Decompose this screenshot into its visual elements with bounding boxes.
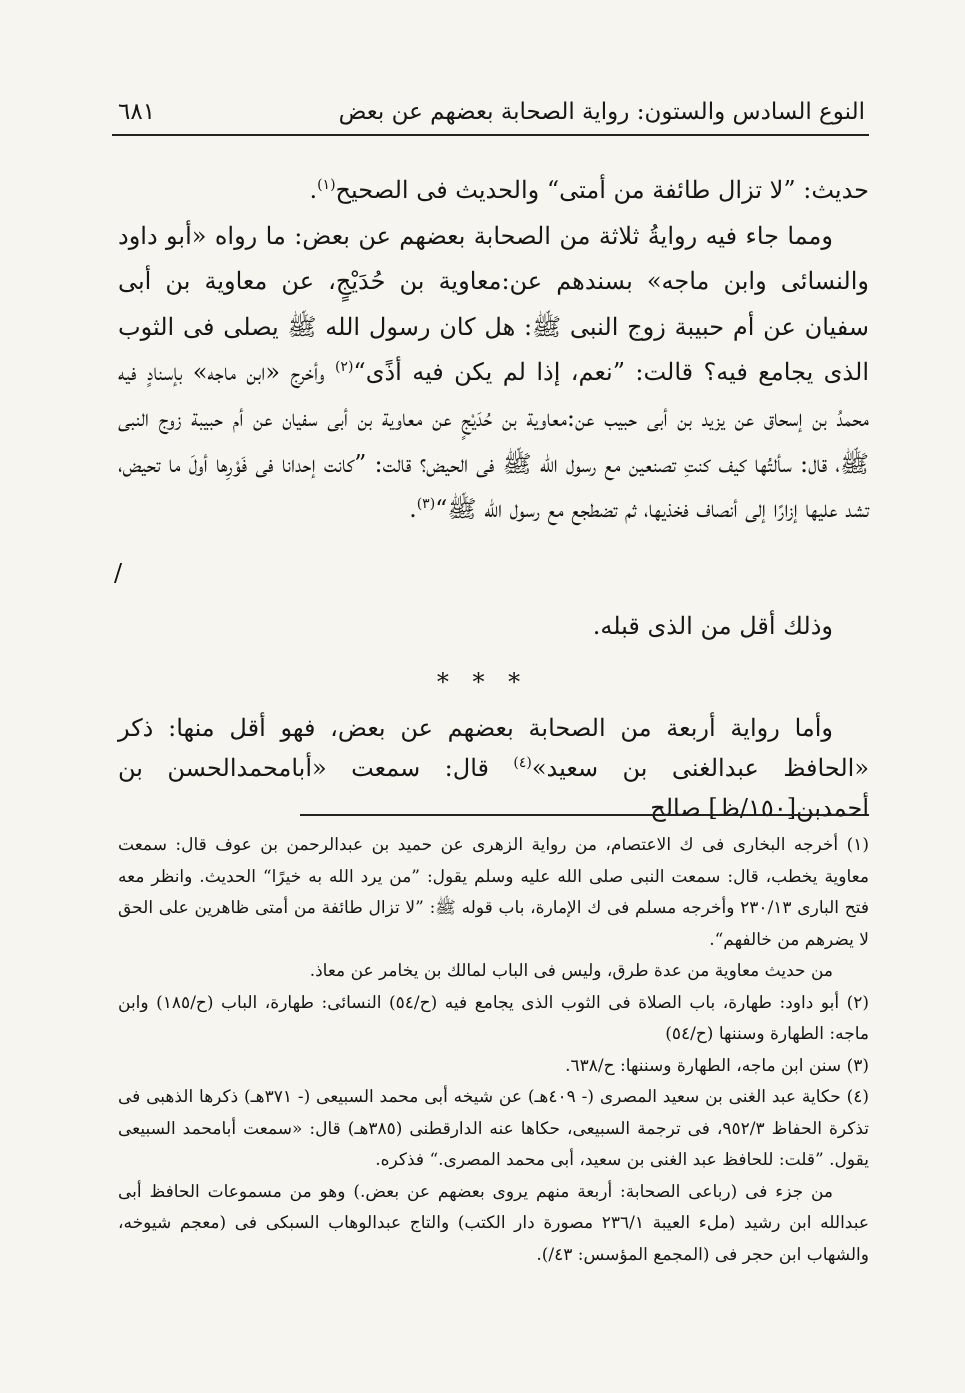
paragraph-four-companions: وأما رواية أربعة من الصحابة بعضهم عن بعض، فهو أقل منها: ذكر «الحافظ عبدالغنى بن سعيد»$^{(٤)}$ قال: سمعت «أبامحمدالحسن بن أحمدبن[١٥٠/ظ] صالح <box>118 714 869 822</box>
footnote-ref-2[interactable]: (٢) <box>334 359 354 376</box>
margin-mark: / <box>114 559 123 587</box>
header-divider <box>112 134 869 136</box>
footnote-4-continued: من جزء فى (رباعى الصحابة: أربعة منهم يروى بعضهم عن بعض.) وهو من مسموعات الحافظ أبى عبدالله ابن رشيد (ملء العيبة ٢٣٦/١ مصورة دار الكتب) والتاج عبدالوهاب السبكى فى (معجم شيوخه، والشهاب ابن حجر فى (المجمع المؤسس: ٤٣/). <box>118 1181 869 1265</box>
footnotes <box>118 830 869 1271</box>
footnote-2: (٢) أبو داود: طهارة، باب الصلاة فى الثوب الذى يجامع فيه (ح/٥٤) النسائى: طهارة، الباب (ح/١٨٥) وابن ماجه: الطهارة وسننها (ح/٥٤) <box>118 992 869 1044</box>
footnote-1: (١) أخرجه البخارى فى ك الاعتصام، من رواية الزهرى عن حميد بن عبدالرحمن بن عوف قال: سمعت معاوية يخطب، قال: سمعت النبى صلى الله عليه وسلم يقول: ”من يرد الله به خيرًا“ الحديث. وانظر معه فتح البارى ٢٣٠/١٣ وأخرجه مسلم فى ك الإمارة، باب قوله ﷺ: ”لا تزال طائفة من أمتى ظاهرين على الحق لا يضرهم من خالفهم“. <box>118 835 870 950</box>
footnote-ref-4[interactable]: (٤) <box>513 755 532 771</box>
section-separator: * * * <box>436 668 529 696</box>
footnote-divider <box>300 814 869 816</box>
main-text <box>118 168 869 533</box>
footnote-3: (٣) سنن ابن ماجه، الطهارة وسننها: ح/٦٣٨. <box>565 1055 869 1076</box>
main-text-continued <box>118 708 869 828</box>
footnote-4: (٤) حكاية عبد الغنى بن سعيد المصرى (- ٤٠٩هـ) عن شيخه أبى محمد السبيعى (- ٣٧١هـ) ذكرها الذهبى فى تذكرة الحفاظ ٩٥٢/٣، فى ترجمة السبيعى، حكاها عنه الدارقطنى (٣٨٥هـ) قال: «سمعت أبامحمد السبيعى يقول. ”قلت: للحافظ عبد الغنى بن سعيد، أبى محمد المصرى.“ فذكره. <box>118 1087 869 1170</box>
chapter-title: النوع السادس والستون: رواية الصحابة بعضهم عن بعض <box>338 99 865 125</box>
footnote-ref-3[interactable]: (٣) <box>416 496 436 513</box>
footnote-1-continued: من حديث معاوية من عدة طرق، وليس فى الباب لمالك بن يخامر عن معاذ. <box>309 961 833 981</box>
page-number: ٦٨١ <box>118 99 156 125</box>
running-header <box>118 92 865 132</box>
footnote-ref-1[interactable]: (١) <box>317 177 336 193</box>
closing-sentence: وذلك أقل من الذى قبله. <box>592 612 833 640</box>
paragraph-three-companions: ومما جاء فيه روايةُ ثلاثة من الصحابة بعضهم عن بعض: ما رواه «أبو داود والنسائى وابن ماجه» بسندهم عن:معاوية بن حُدَيْجٍ، عن معاوية بن أبى سفيان عن أم حبيبة زوج النبى ﷺ: هل كان رسول الله ﷺ يصلى فى الثوب الذى يجامع فيه؟ قالت: ”نعم، إذا لم يكن فيه أذًى“$^{(٢)}$ وأخرج «ابن ماجه» بإسنادٍ فيه محمدُ بن إسحاق عن يزيد بن أبى حبيب عن:معاوية بن حُدَيْجٍ عن معاوية بن أبى سفيان عن أم حبيبة زوج النبى ﷺ، قال: سألتُها كيف كنتِ تصنعين مع رسول الله ﷺ فى الحيض؟ قالت: ”كانت إحدانا فى فَوْرِها أولَ ما تحيض، تشد عليها إزارًا إلى أنصاف فخذيها، ثم تضطجع مع رسول الله ﷺ“$^{(٣)}$. <box>118 221 870 524</box>
hadith-line: حديث: ”لا تزال طائفة من أمتى“ والحديث فى الصحيح$^{(١)}$. <box>309 176 869 204</box>
